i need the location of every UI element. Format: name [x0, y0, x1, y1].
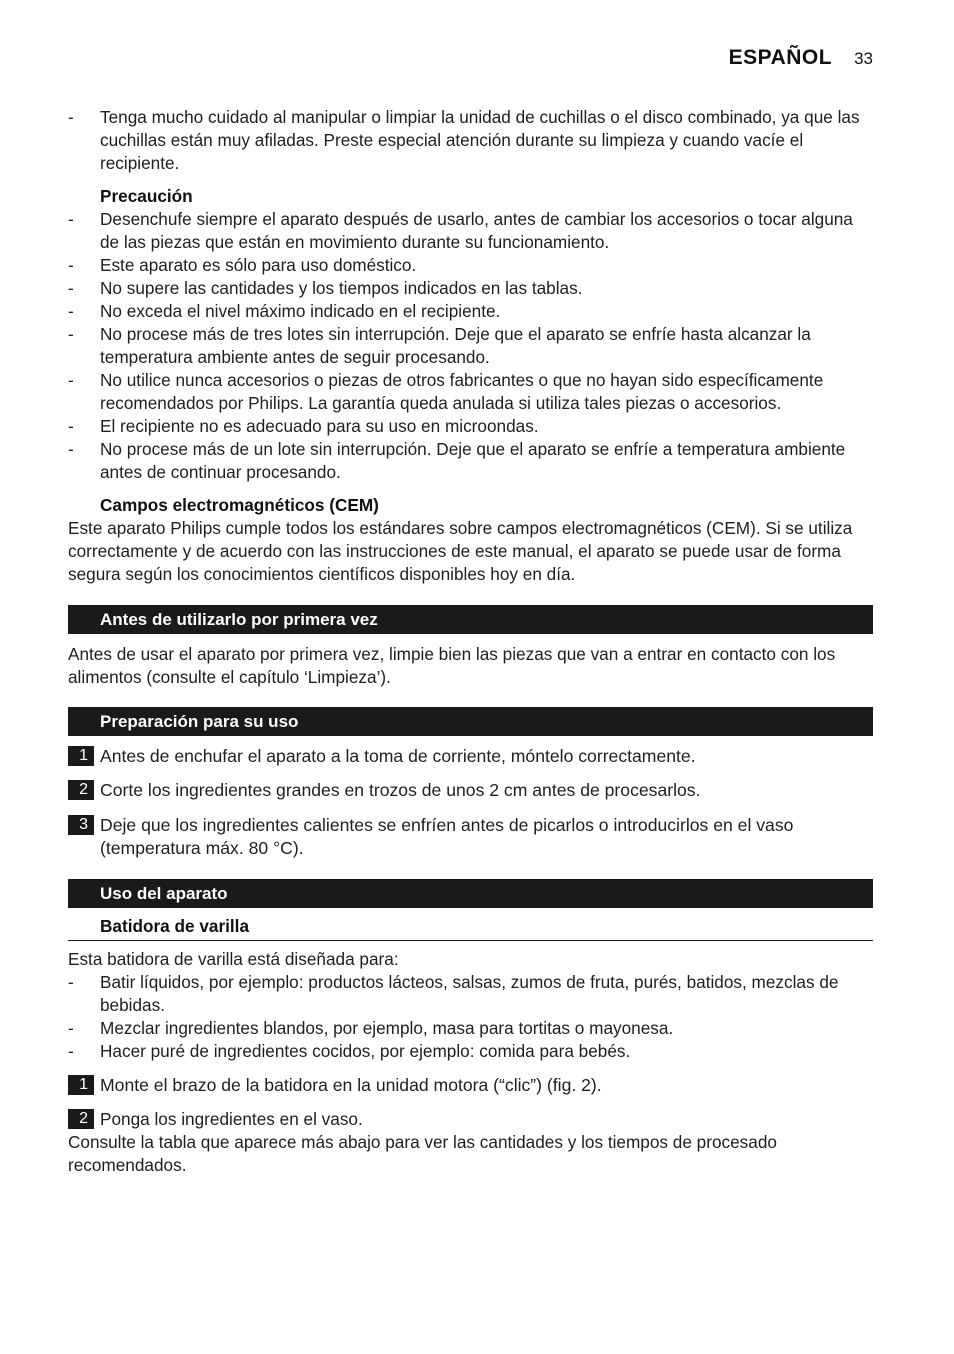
page-header [729, 46, 873, 70]
list-item: - Hacer puré de ingredientes cocidos, por ejemplo: comida para bebés. [68, 1040, 873, 1063]
preparation-step-2 [68, 779, 873, 802]
page-number: 33 [854, 49, 873, 68]
section-bar-preparation: Preparación para su uso [68, 707, 873, 736]
list-item: - Este aparato es sólo para uso doméstico. [68, 254, 873, 277]
list-item: - Desenchufe siempre el aparato después de usarlo, antes de cambiar los accesorios o tocar alguna de las piezas que están en movimiento durante su funcionamiento. [68, 208, 873, 254]
list-item: - No procese más de un lote sin interrupción. Deje que el aparato se enfríe a temperatura ambiente antes de continuar procesando. [68, 438, 873, 484]
intro-bullet-list [68, 106, 873, 175]
language-label: ESPAÑOL [728, 46, 833, 69]
page-content [68, 106, 873, 1177]
first-use-paragraph: Antes de usar el aparato por primera vez, limpie bien las piezas que van a entrar en contacto con los alimentos (consulte el capítulo ‘Limpieza’). [68, 644, 836, 687]
caution-list [68, 208, 873, 484]
preparation-step-1 [68, 745, 873, 768]
step-number: 2 [68, 780, 94, 800]
step-text: Ponga los ingredientes en el vaso. [100, 1109, 363, 1129]
step-number: 2 [68, 1109, 94, 1129]
list-item: - Mezclar ingredientes blandos, por ejemplo, masa para tortitas o mayonesa. [68, 1017, 873, 1040]
list-item: - El recipiente no es adecuado para su uso en microondas. [68, 415, 873, 438]
emf-paragraph: Este aparato Philips cumple todos los estándares sobre campos electromagnéticos (CEM). Si se utiliza correctamente y de acuerdo con las instrucciones de este manual, el aparato se puede usar de forma segura según los conocimientos científicos disponibles hoy en día. [68, 518, 853, 584]
step-number: 1 [68, 746, 94, 766]
caution-heading: Precaución [100, 186, 193, 206]
list-item: - No utilice nunca accesorios o piezas de otros fabricantes o que no hayan sido específicamente recomendados por Philips. La garantía queda anulada si utiliza tales piezas o accesorios. [68, 369, 873, 415]
list-item: - No supere las cantidades y los tiempos indicados en las tablas. [68, 277, 873, 300]
step-text: Monte el brazo de la batidora en la unidad motora (“clic”) (fig. 2). [100, 1075, 602, 1095]
usage-subheading: Batidora de varilla [68, 915, 873, 941]
step-text: Deje que los ingredientes calientes se enfríen antes de picarlos o introducirlos en el vaso (temperatura máx. 80 °C). [100, 815, 794, 858]
section-bar-first-use: Antes de utilizarlo por primera vez [68, 605, 873, 634]
step-text: Antes de enchufar el aparato a la toma de corriente, móntelo correctamente. [100, 746, 696, 766]
preparation-step-3 [68, 814, 873, 860]
usage-lead: Esta batidora de varilla está diseñada para: [68, 949, 399, 969]
usage-step-1 [68, 1074, 873, 1097]
section-bar-usage: Uso del aparato [68, 879, 873, 908]
usage-list [68, 971, 873, 1063]
usage-step-2 [68, 1108, 873, 1131]
step-text: Corte los ingredientes grandes en trozos de unos 2 cm antes de procesarlos. [100, 780, 701, 800]
list-item: - Batir líquidos, por ejemplo: productos lácteos, salsas, zumos de fruta, purés, batidos, mezclas de bebidas. [68, 971, 873, 1017]
usage-note: Consulte la tabla que aparece más abajo para ver las cantidades y los tiempos de procesado recomendados. [68, 1132, 777, 1175]
list-item: - Tenga mucho cuidado al manipular o limpiar la unidad de cuchillas o el disco combinado, ya que las cuchillas están muy afiladas. Preste especial atención durante su limpieza y cuando vacíe el recipiente. [68, 106, 873, 175]
emf-heading: Campos electromagnéticos (CEM) [100, 495, 379, 515]
list-item: - No procese más de tres lotes sin interrupción. Deje que el aparato se enfríe hasta alcanzar la temperatura ambiente antes de seguir procesando. [68, 323, 873, 369]
step-number: 1 [68, 1075, 94, 1095]
list-item: - No exceda el nivel máximo indicado en el recipiente. [68, 300, 873, 323]
step-number: 3 [68, 815, 94, 835]
